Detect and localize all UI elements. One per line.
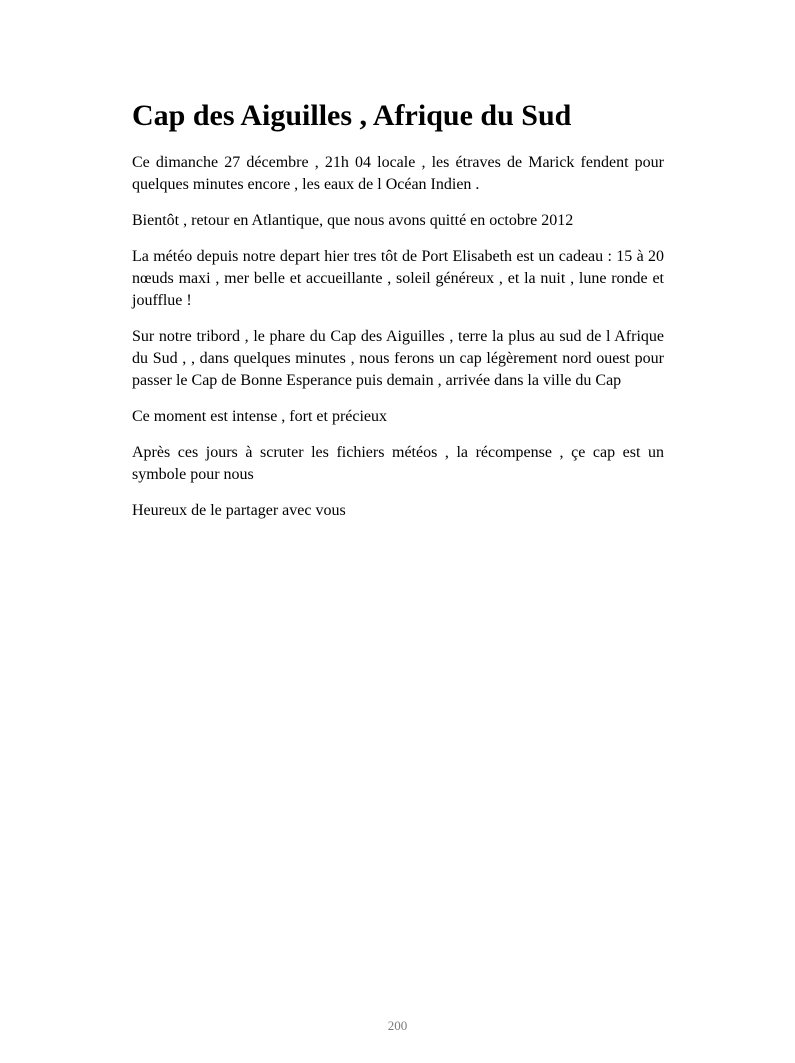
page-number: 200: [387, 1018, 408, 1033]
page-title: Cap des Aiguilles , Afrique du Sud: [132, 99, 572, 132]
paragraph-2: Bientôt , retour en Atlantique, que nous avons quitté en octobre 2012: [132, 212, 574, 229]
paragraph-7: Heureux de le partager avec vous: [132, 502, 346, 519]
page-content: [132, 96, 664, 536]
paragraph-3: La météo depuis notre depart hier tres tôt de Port Elisabeth est un cadeau : 15 à 20 nœuds maxi , mer belle et accueillante , soleil généreux , et la nuit , lune ronde et joufflue !: [132, 248, 664, 309]
paragraph-1: Ce dimanche 27 décembre , 21h 04 locale , les étraves de Marick fendent pour quelques minutes encore , les eaux de l Océan Indien .: [132, 154, 664, 193]
paragraph-6: Après ces jours à scruter les fichiers météos , la récompense , çe cap est un symbole pour nous: [132, 444, 664, 483]
paragraph-5: Ce moment est intense , fort et précieux: [132, 408, 388, 425]
paragraph-4: Sur notre tribord , le phare du Cap des Aiguilles , terre la plus au sud de l Afrique du Sud , , dans quelques minutes , nous ferons un cap légèrement nord ouest pour passer le Cap de Bonne Esperance puis demain , arrivée dans la ville du Cap: [132, 328, 664, 389]
